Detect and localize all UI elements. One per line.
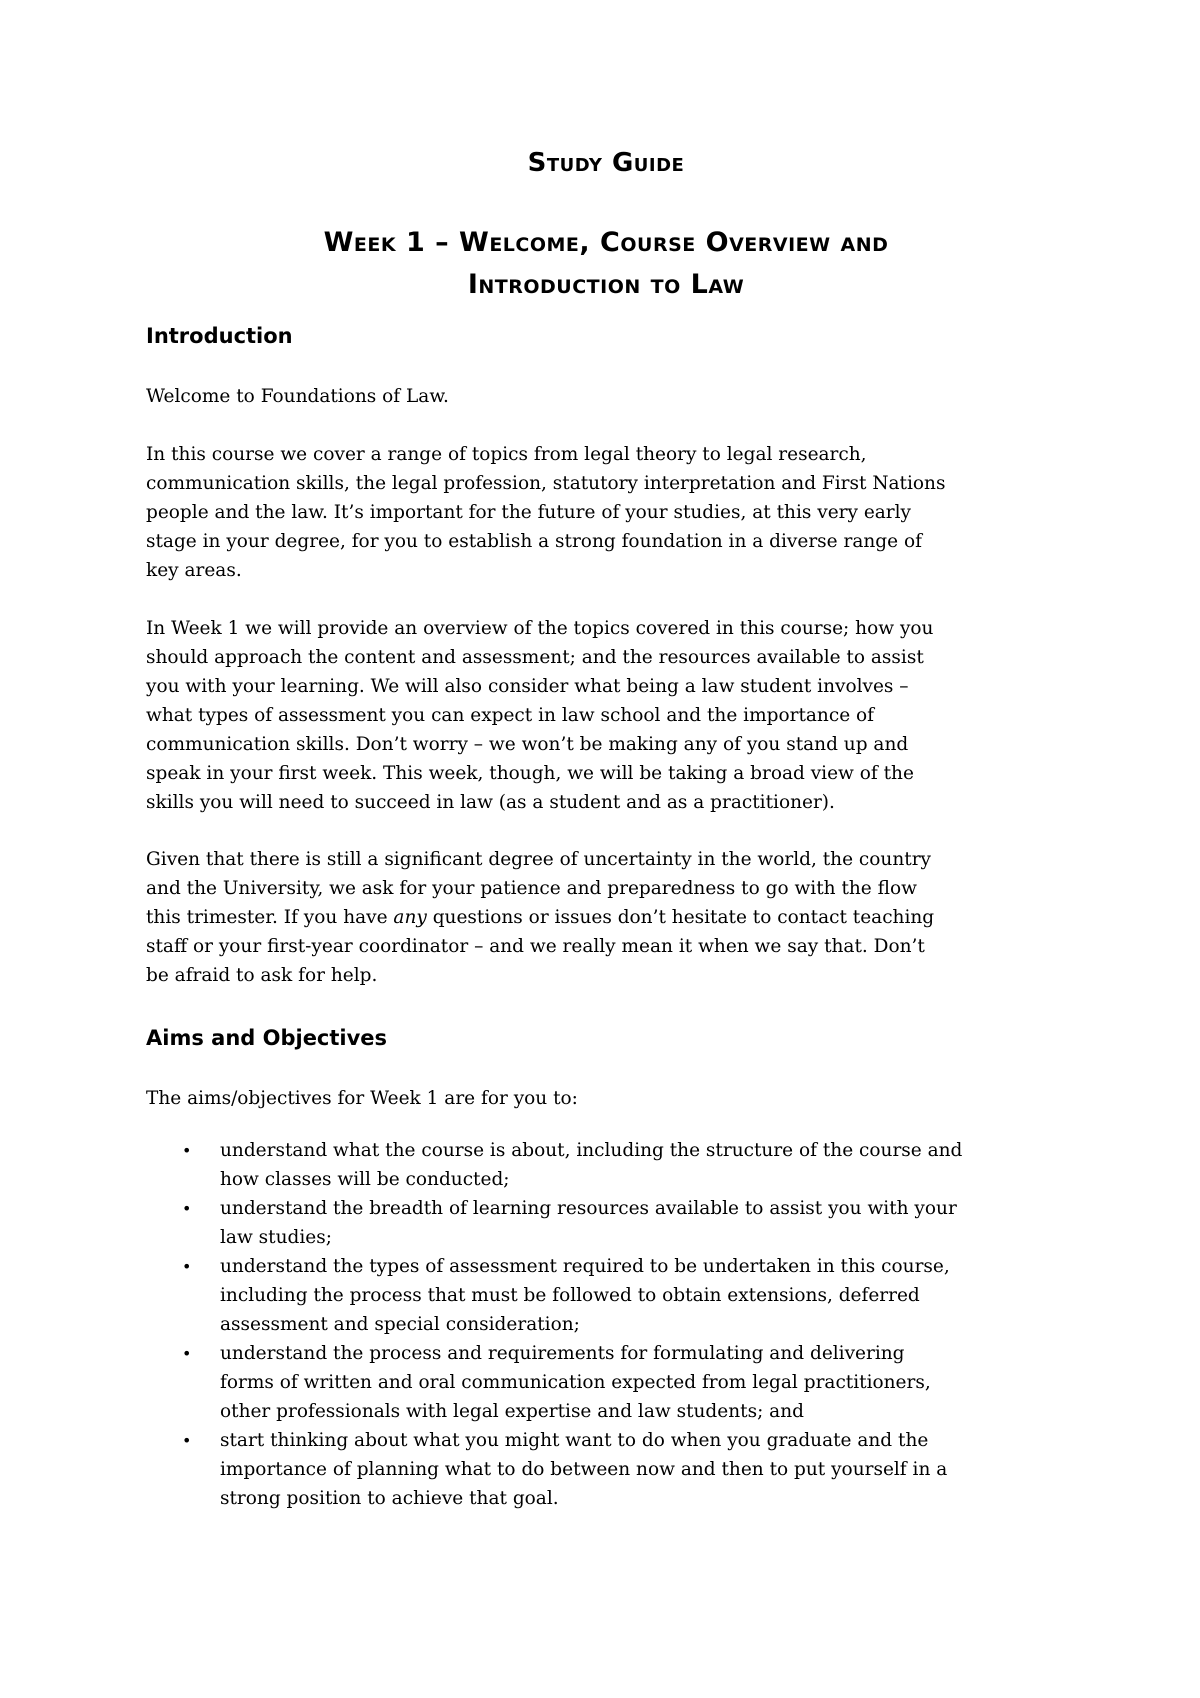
list-item (146, 1252, 1066, 1339)
paragraph-line: and the University, we ask for your patience and preparedness to go with the flow (146, 878, 917, 899)
list-item-line: understand what the course is about, including the structure of the course and (220, 1140, 963, 1161)
list-item-line: forms of written and oral communication expected from legal practitioners, (220, 1372, 931, 1393)
aims-list (146, 1136, 1066, 1513)
paragraph-line: people and the law. It’s important for the future of your studies, at this very early (146, 502, 912, 523)
bullet-icon: • (182, 1431, 192, 1450)
aims-heading: Aims and Objectives (146, 1026, 388, 1050)
aims-lead: The aims/objectives for Week 1 are for you to: (146, 1088, 578, 1109)
list-item (146, 1194, 1066, 1252)
intro-paragraph-3 (146, 845, 1066, 990)
list-item-line: how classes will be conducted; (220, 1169, 510, 1190)
list-item-line: other professionals with legal expertise and law students; and (220, 1401, 804, 1422)
week-title-line: Introduction to Law (467, 269, 745, 300)
paragraph-line: In Week 1 we will provide an overview of the topics covered in this course; how you (146, 618, 934, 639)
list-item (146, 1339, 1066, 1426)
week-title-line: Week 1 – Welcome, Course Overview and (323, 227, 889, 258)
paragraph-line: key areas. (146, 560, 242, 581)
paragraph-line: what types of assessment you can expect in law school and the importance of (146, 705, 875, 726)
guide-title: Study Guide (527, 148, 685, 178)
bullet-icon: • (182, 1344, 192, 1363)
list-item-line: importance of planning what to do between now and then to put yourself in a (220, 1459, 948, 1480)
paragraph-line: Given that there is still a significant degree of uncertainty in the world, the country (146, 849, 931, 870)
text-run: this trimester. If you have (146, 907, 394, 928)
intro-paragraph-1 (146, 440, 1066, 585)
list-item-line: understand the breadth of learning resources available to assist you with your (220, 1198, 957, 1219)
bullet-icon: • (182, 1257, 192, 1276)
paragraph-line: be afraid to ask for help. (146, 965, 378, 986)
paragraph-line: staff or your first-year coordinator – and we really mean it when we say that. Don’t (146, 936, 925, 957)
welcome-paragraph: Welcome to Foundations of Law. (146, 386, 449, 407)
paragraph-line: you with your learning. We will also consider what being a law student involves – (146, 676, 909, 697)
list-item-line: understand the process and requirements for formulating and delivering (220, 1343, 905, 1364)
list-item (146, 1426, 1066, 1513)
paragraph-line: should approach the content and assessment; and the resources available to assist (146, 647, 924, 668)
list-item-line: understand the types of assessment required to be undertaken in this course, (220, 1256, 950, 1277)
emphasis-text: any (393, 907, 427, 928)
paragraph-line: communication skills. Don’t worry – we won’t be making any of you stand up and (146, 734, 909, 755)
paragraph-line: skills you will need to succeed in law (as a student and as a practitioner). (146, 792, 835, 813)
week-title (146, 222, 1066, 306)
list-item-line: assessment and special consideration; (220, 1314, 580, 1335)
text-run: questions or issues don’t hesitate to contact teaching (426, 907, 935, 928)
paragraph-line: In this course we cover a range of topics from legal theory to legal research, (146, 444, 867, 465)
paragraph-line: speak in your first week. This week, though, we will be taking a broad view of the (146, 763, 914, 784)
intro-paragraph-2 (146, 614, 1066, 817)
list-item-line: law studies; (220, 1227, 332, 1248)
introduction-heading: Introduction (146, 324, 293, 348)
list-item-line: start thinking about what you might want to do when you graduate and the (220, 1430, 929, 1451)
paragraph-line: stage in your degree, for you to establish a strong foundation in a diverse range of (146, 531, 922, 552)
bullet-icon: • (182, 1141, 192, 1160)
bullet-icon: • (182, 1199, 192, 1218)
list-item (146, 1136, 1066, 1194)
list-item-line: including the process that must be followed to obtain extensions, deferred (220, 1285, 920, 1306)
list-item-line: strong position to achieve that goal. (220, 1488, 559, 1509)
paragraph-line (146, 903, 1066, 932)
paragraph-line: communication skills, the legal profession, statutory interpretation and First Nations (146, 473, 946, 494)
